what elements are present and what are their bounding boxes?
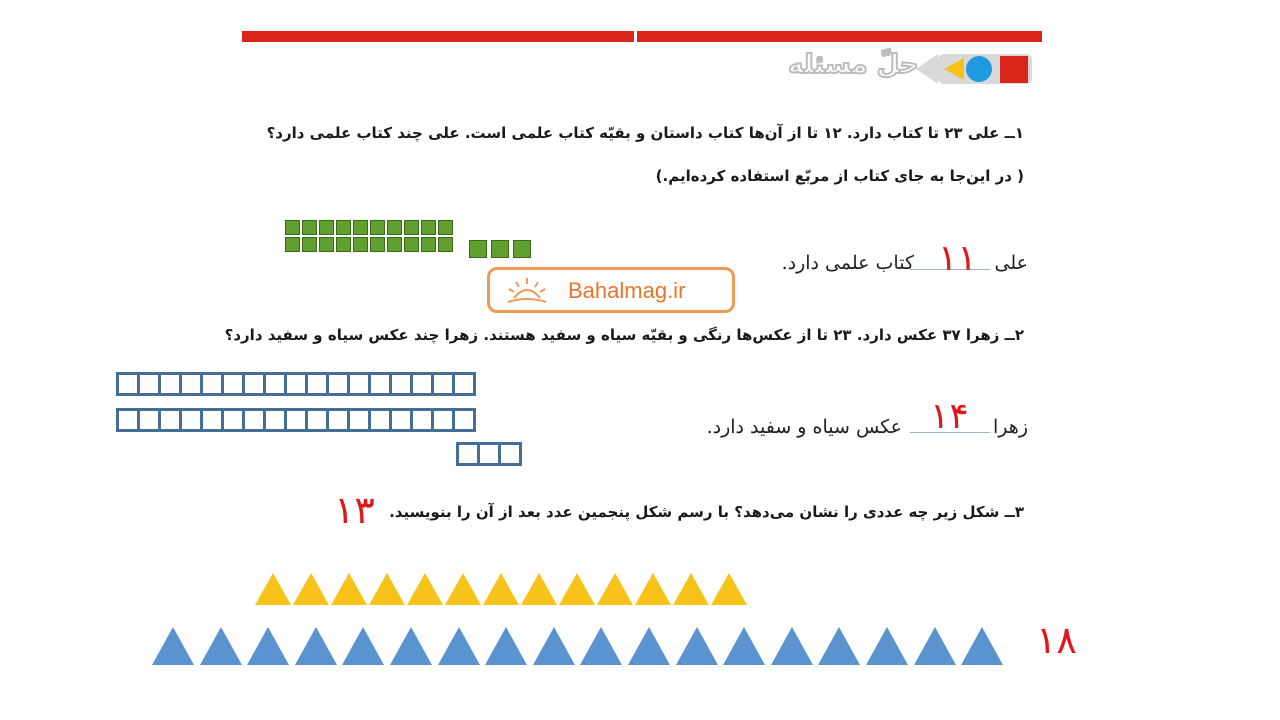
green-ten-row xyxy=(285,220,455,235)
green-square xyxy=(387,237,402,252)
problem2-question: ۲ــ زهرا ۳۷ عکس دارد. ۲۳ تا از عکس‌ها رنگی و بقیّه سیاه و سفید هستند. زهرا چند عکس سیاه و سفید دارد؟ xyxy=(224,326,1024,344)
green-square xyxy=(404,220,419,235)
watermark-text: Bahalmag.ir xyxy=(568,278,686,303)
blue-triangle xyxy=(723,627,765,665)
yellow-triangle xyxy=(635,573,671,605)
answer3-value: ۱۳ xyxy=(334,488,375,532)
answer2-suffix: عکس سیاه و سفید دارد. xyxy=(706,416,902,438)
blue-triangle xyxy=(628,627,670,665)
green-square xyxy=(302,237,317,252)
green-squares-ones xyxy=(469,240,535,258)
yellow-triangle xyxy=(407,573,443,605)
answer3-next-value: ۱۸ xyxy=(1036,618,1077,662)
green-square xyxy=(491,240,509,258)
watermark-logo-icon xyxy=(500,272,554,308)
yellow-triangle xyxy=(597,573,633,605)
problem2-answer xyxy=(706,396,1032,442)
green-square xyxy=(438,237,453,252)
problem1-question: ۱ــ علی ۲۳ تا کتاب دارد. ۱۲ تا از آن‌ها کتاب داستان و بقیّه کتاب علمی است. علی چند کتاب علمی دارد؟ xyxy=(266,124,1024,142)
answer1-suffix: کتاب علمی دارد. xyxy=(781,252,914,274)
blue-square xyxy=(452,372,476,396)
problem3-question: ۳ــ شکل زیر چه عددی را نشان می‌دهد؟ با رسم شکل پنجمین عدد بعد از آن را بنویسید. xyxy=(389,503,1024,521)
green-squares-tens xyxy=(285,220,455,254)
blue-triangle xyxy=(485,627,527,665)
green-square xyxy=(353,237,368,252)
green-square xyxy=(421,237,436,252)
blue-triangle xyxy=(818,627,860,665)
yellow-triangle xyxy=(331,573,367,605)
green-square xyxy=(302,220,317,235)
green-square xyxy=(370,237,385,252)
blue-triangle xyxy=(152,627,194,665)
blue-triangle xyxy=(390,627,432,665)
green-square xyxy=(319,237,334,252)
answer2-prefix: زهرا xyxy=(993,416,1028,438)
circle-icon xyxy=(966,56,992,82)
blue-triangle xyxy=(676,627,718,665)
green-square xyxy=(469,240,487,258)
blue-triangle xyxy=(342,627,384,665)
blue-triangle xyxy=(295,627,337,665)
section-title: حلّ مسئله xyxy=(788,50,919,80)
blue-triangle xyxy=(533,627,575,665)
blue-triangle xyxy=(771,627,813,665)
yellow-triangle xyxy=(293,573,329,605)
answer1-value: ۱۱ xyxy=(938,238,977,279)
green-square xyxy=(285,220,300,235)
yellow-triangle xyxy=(711,573,747,605)
green-square xyxy=(438,220,453,235)
header-bar-right xyxy=(637,31,1042,42)
blue-triangle xyxy=(200,627,242,665)
problem1-answer xyxy=(770,240,1032,280)
yellow-triangle xyxy=(369,573,405,605)
answer1-prefix: علی xyxy=(994,252,1028,274)
green-ten-row xyxy=(285,237,455,252)
yellow-triangle xyxy=(559,573,595,605)
blue-triangle xyxy=(866,627,908,665)
green-square xyxy=(404,237,419,252)
yellow-triangle xyxy=(255,573,291,605)
green-square xyxy=(336,237,351,252)
green-square xyxy=(370,220,385,235)
green-square xyxy=(336,220,351,235)
blue-triangle xyxy=(961,627,1003,665)
blue-triangle xyxy=(580,627,622,665)
yellow-triangle xyxy=(483,573,519,605)
yellow-triangle xyxy=(445,573,481,605)
green-square xyxy=(285,237,300,252)
answer2-value: ۱۴ xyxy=(930,396,969,437)
green-square xyxy=(319,220,334,235)
green-square xyxy=(421,220,436,235)
green-square xyxy=(353,220,368,235)
header-bar-left xyxy=(242,31,634,42)
blue-square xyxy=(452,408,476,432)
square-icon xyxy=(1000,56,1028,83)
blue-triangle xyxy=(914,627,956,665)
green-square xyxy=(513,240,531,258)
yellow-triangle xyxy=(521,573,557,605)
blue-triangle xyxy=(247,627,289,665)
section-header xyxy=(788,46,1034,90)
blue-square xyxy=(498,442,522,466)
problem1-note: ( در این‌جا به جای کتاب از مربّع استفاده کرده‌ایم.) xyxy=(655,167,1024,185)
blue-triangle xyxy=(438,627,480,665)
yellow-triangle xyxy=(673,573,709,605)
green-square xyxy=(387,220,402,235)
